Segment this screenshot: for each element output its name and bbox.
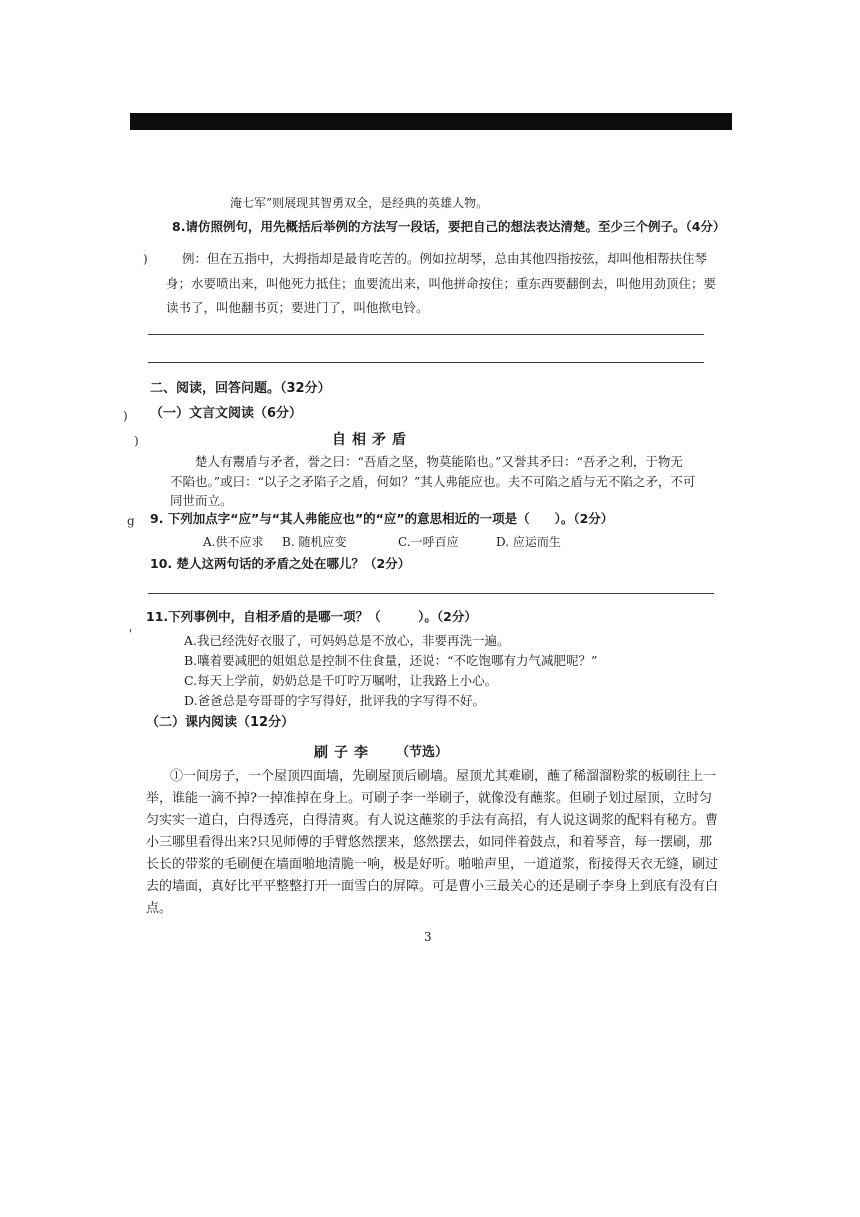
- passage2-line: 匀实实一道白，白得透亮，白得清爽。有人说这蘸浆的手法有高招，有人说这调浆的配料有秘方。曹: [146, 813, 719, 828]
- q8-example-line: 读书了，叫他翻书页；要进门了，叫他揿电铃。: [166, 300, 429, 315]
- passage2-line: ①一间房子，一个屋顶四面墙，先刷屋顶后刷墙。屋顶尤其难刷，蘸了稀溜溜粉浆的板刷往上一: [170, 769, 717, 784]
- margin-mark: ): [134, 434, 139, 448]
- passage-line: 同世而立。: [170, 493, 233, 508]
- q11-prompt: 11.下列事例中，自相矛盾的是哪一项？（ ）。（2分）: [146, 609, 477, 624]
- q9-option[interactable]: B. 随机应变: [282, 535, 347, 549]
- page-number: 3: [424, 930, 432, 944]
- section2-heading: 二、阅读，回答问题。（32分）: [150, 381, 331, 396]
- part2-heading: （二）课内阅读（12分）: [146, 715, 295, 730]
- scan-top-border: [130, 113, 732, 130]
- part1-heading: （一）文言文阅读（6分）: [150, 406, 303, 421]
- passage2-line: 点。: [146, 901, 173, 916]
- answer-line[interactable]: [148, 593, 714, 594]
- margin-mark: g: [127, 514, 135, 528]
- q9-prompt: 9. 下列加点字“应”与“其人弗能应也”的“应”的意思相近的一项是（ ）。（2分）: [150, 511, 614, 526]
- q11-option[interactable]: B.嚷着要减肥的姐姐总是控制不住食量，还说：“不吃饱哪有力气减肥呢？”: [184, 653, 598, 668]
- margin-mark: ): [123, 409, 128, 423]
- passage-line: 楚人有鬻盾与矛者，誉之曰：“吾盾之坚，物莫能陷也。”又誉其矛曰：“吾矛之利，于物无: [195, 454, 683, 469]
- passage2-line: 举，谁能一滴不掉?一掉准掉在身上。可刷子李一举刷子，就像没有蘸浆。但刷子划过屋顶，立时匀: [146, 791, 712, 806]
- q8-prompt: 8.请仿照例句，用先概括后举例的方法写一段话，要把自己的想法表达清楚。至少三个例子。（4分）: [172, 219, 726, 234]
- answer-line[interactable]: [148, 362, 704, 363]
- q9-option[interactable]: C.一呼百应: [398, 535, 459, 549]
- margin-mark: ': [129, 627, 133, 641]
- q7-tail-text: 淹七军”则展现其智勇双全，是经典的英雄人物。: [230, 196, 489, 210]
- passage-title: 自相矛盾: [332, 432, 412, 448]
- passage2-line: 小三哪里看得出来?只见师傅的手臂悠然摆来，悠然摆去，如同伴着鼓点，和着琴音，每一摆刷，那: [146, 835, 712, 850]
- answer-line[interactable]: [148, 334, 704, 335]
- q8-example-line: 身；水要喷出来，叫他死力抵住；血要流出来，叫他拼命按住；重东西要翻倒去，叫他用劲顶住；要: [166, 276, 717, 291]
- q9-option[interactable]: A.供不应求: [203, 535, 264, 549]
- q11-option[interactable]: D.爸爸总是夸哥哥的字写得好，批评我的字写得不好。: [184, 693, 486, 708]
- passage2-line: 去的墙面，真好比平平整整打开一面雪白的屏障。可是曹小三最关心的还是刷子李身上到底有没有白: [146, 879, 719, 894]
- q8-example-line: 例：但在五指中，大拇指却是最肯吃苦的。例如拉胡琴，总由其他四指按弦，却叫他相帮扶住琴: [182, 251, 708, 266]
- passage2-title: 刷子李: [314, 745, 374, 761]
- q10-prompt: 10. 楚人这两句话的矛盾之处在哪儿？（2分）: [150, 556, 411, 571]
- passage-line: 不陷也。”或曰：“以子之矛陷子之盾，何如？”其人弗能应也。夫不可陷之盾与无不陷之矛，不可: [170, 474, 696, 489]
- passage2-line: 长长的带浆的毛刷便在墙面啪地清脆一响，极是好听。啪啪声里，一道道浆，衔接得天衣无缝，刷过: [146, 857, 719, 872]
- q11-option[interactable]: C.每天上学前，奶奶总是千叮咛万嘱咐，让我路上小心。: [184, 673, 498, 688]
- passage2-note: （节选）: [396, 745, 449, 760]
- margin-mark: ): [143, 252, 148, 266]
- q11-option[interactable]: A.我已经洗好衣服了，可妈妈总是不放心，非要再洗一遍。: [184, 633, 510, 648]
- q9-option[interactable]: D. 应运而生: [496, 535, 561, 549]
